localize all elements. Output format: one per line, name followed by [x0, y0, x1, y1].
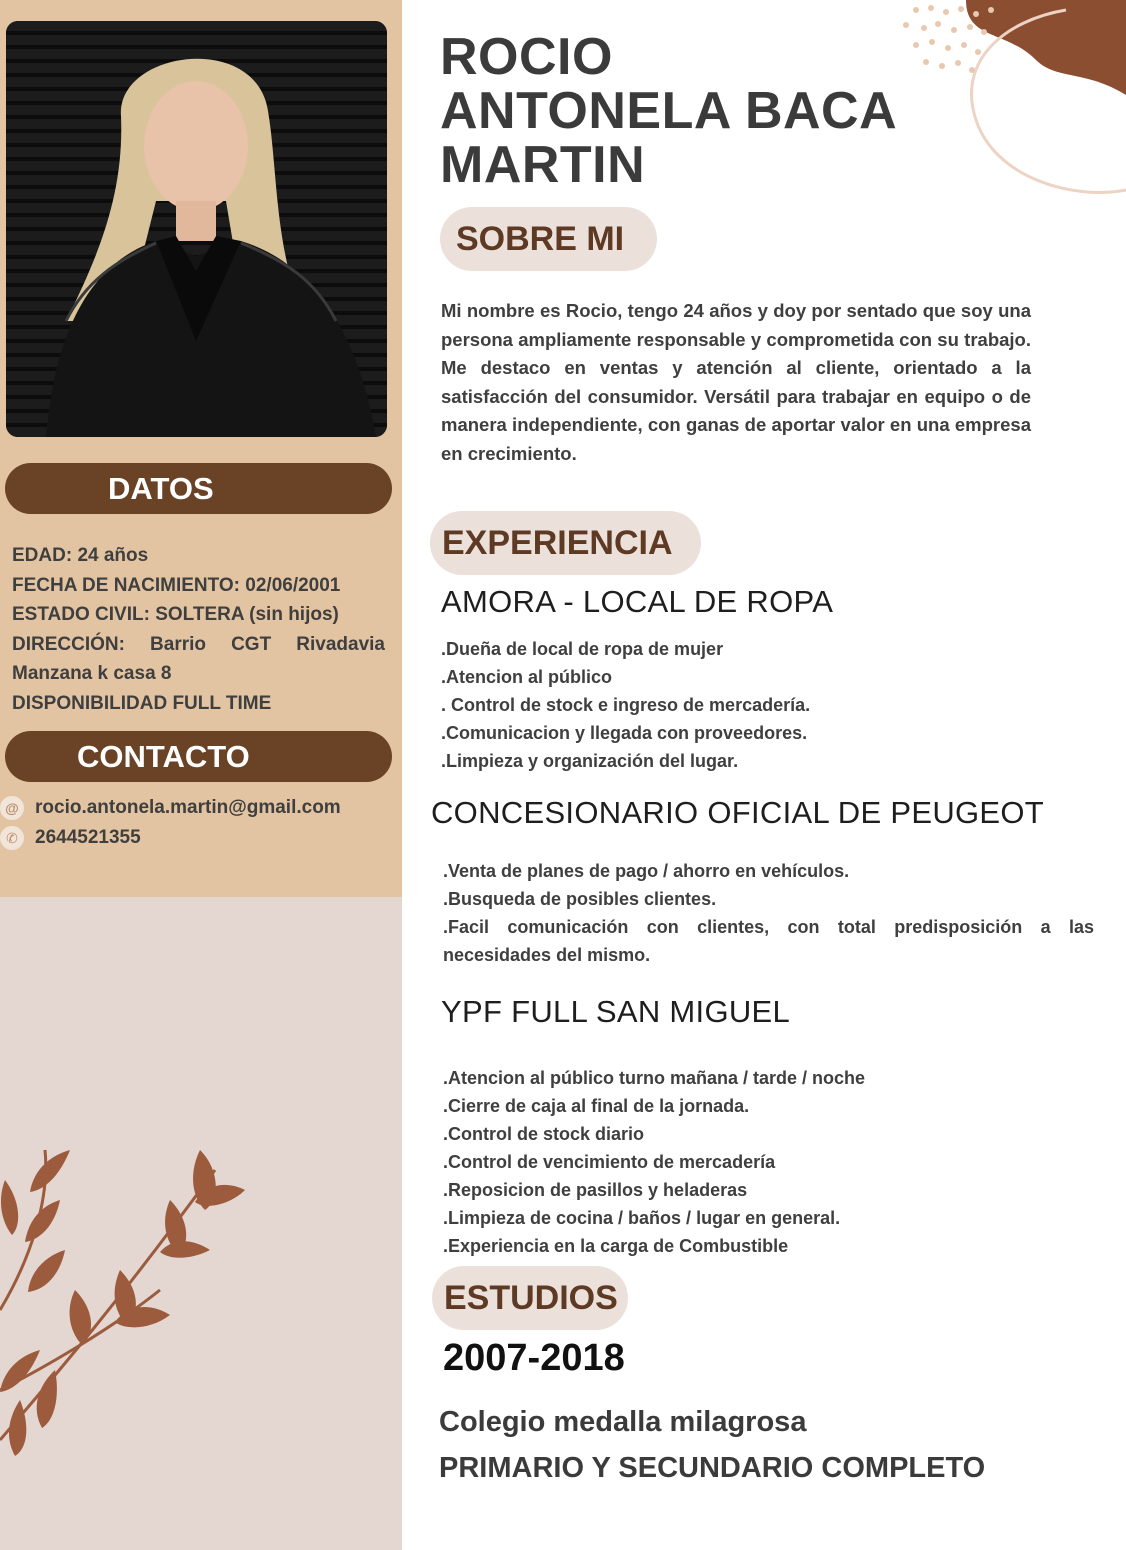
portrait-photo: [6, 21, 387, 437]
list-item: .Facil comunicación con clientes, con total predisposición a las necesidades del mismo.: [443, 917, 1094, 965]
leaf-decoration: [0, 1140, 260, 1470]
job-title-amora: AMORA - LOCAL DE ROPA: [441, 584, 834, 619]
name-line-2: ANTONELA BACA: [440, 82, 898, 140]
datos-heading-label: DATOS: [108, 471, 214, 506]
phone-row[interactable]: [0, 824, 141, 852]
email-text[interactable]: rocio.antonela.martin@gmail.com: [35, 797, 341, 818]
corner-decoration: [886, 0, 1126, 200]
sidebar: [0, 0, 402, 1550]
study-level: PRIMARIO Y SECUNDARIO COMPLETO: [439, 1452, 986, 1484]
list-item: .Reposicion de pasillos y heladeras: [443, 1180, 748, 1200]
phone-icon: ✆: [0, 826, 24, 850]
job-list-ypf: [443, 1064, 1083, 1260]
list-item: .Limpieza de cocina / baños / lugar en general.: [443, 1208, 841, 1228]
list-item: .Busqueda de posibles clientes.: [443, 889, 717, 909]
datos-heading: [5, 463, 392, 514]
job-title-peugeot: CONCESIONARIO OFICIAL DE PEUGEOT: [431, 795, 1045, 830]
job-list-peugeot: [443, 857, 1094, 969]
job-list-amora: [441, 635, 1041, 775]
list-item: .Comunicacion y llegada con proveedores.: [441, 723, 808, 743]
study-years: 2007-2018: [443, 1337, 625, 1379]
job-title-ypf: YPF FULL SAN MIGUEL: [441, 994, 791, 1029]
contacto-heading-label: CONTACTO: [77, 739, 250, 774]
sobre-mi-heading: SOBRE MI: [440, 207, 657, 271]
candidate-name: [440, 30, 897, 192]
list-item: .Control de stock diario: [443, 1124, 645, 1144]
contacto-heading: [5, 731, 392, 782]
list-item: .Cierre de caja al final de la jornada.: [443, 1096, 750, 1116]
datos-item-nacimiento: FECHA DE NACIMIENTO: 02/06/2001: [12, 574, 341, 596]
list-item: . Control de stock e ingreso de mercadería.: [441, 695, 811, 715]
list-item: .Limpieza y organización del lugar.: [441, 751, 739, 771]
list-item: .Atencion al público turno mañana / tarde / noche: [443, 1068, 866, 1088]
datos-item-estado-civil: ESTADO CIVIL: SOLTERA (sin hijos): [12, 604, 339, 625]
name-line-1: ROCIO: [440, 28, 613, 86]
datos-item-edad: EDAD: 24 años: [12, 545, 149, 566]
datos-item-direccion: DIRECCIÓN: Barrio CGT Rivadavia Manzana k casa 8: [12, 633, 385, 684]
at-icon: @: [0, 796, 24, 820]
estudios-heading: ESTUDIOS: [432, 1266, 628, 1330]
name-line-3: MARTIN: [440, 136, 646, 194]
datos-item-disponibilidad: DISPONIBILIDAD FULL TIME: [12, 692, 272, 714]
list-item: .Dueña de local de ropa de mujer: [441, 639, 724, 659]
school-name: Colegio medalla milagrosa: [439, 1406, 807, 1438]
datos-list: [12, 541, 385, 718]
phone-text[interactable]: 2644521355: [35, 827, 141, 848]
about-text: Mi nombre es Rocio, tengo 24 años y doy por sentado que soy una persona ampliamente responsable y comprometida con su trabajo. Me destaco en ventas y atención al cliente, orientado a la satisfacción del consumidor. Versátil para trabajar en equipo o de manera independiente, con ganas de aportar valor en una empresa en crecimiento.: [441, 300, 1031, 464]
list-item: .Atencion al público: [441, 667, 613, 687]
list-item: .Control de vencimiento de mercadería: [443, 1152, 776, 1172]
email-row[interactable]: [0, 794, 341, 822]
list-item: .Experiencia en la carga de Combustible: [443, 1236, 789, 1256]
list-item: .Venta de planes de pago / ahorro en vehículos.: [443, 861, 850, 881]
experiencia-heading: EXPERIENCIA: [430, 511, 701, 575]
